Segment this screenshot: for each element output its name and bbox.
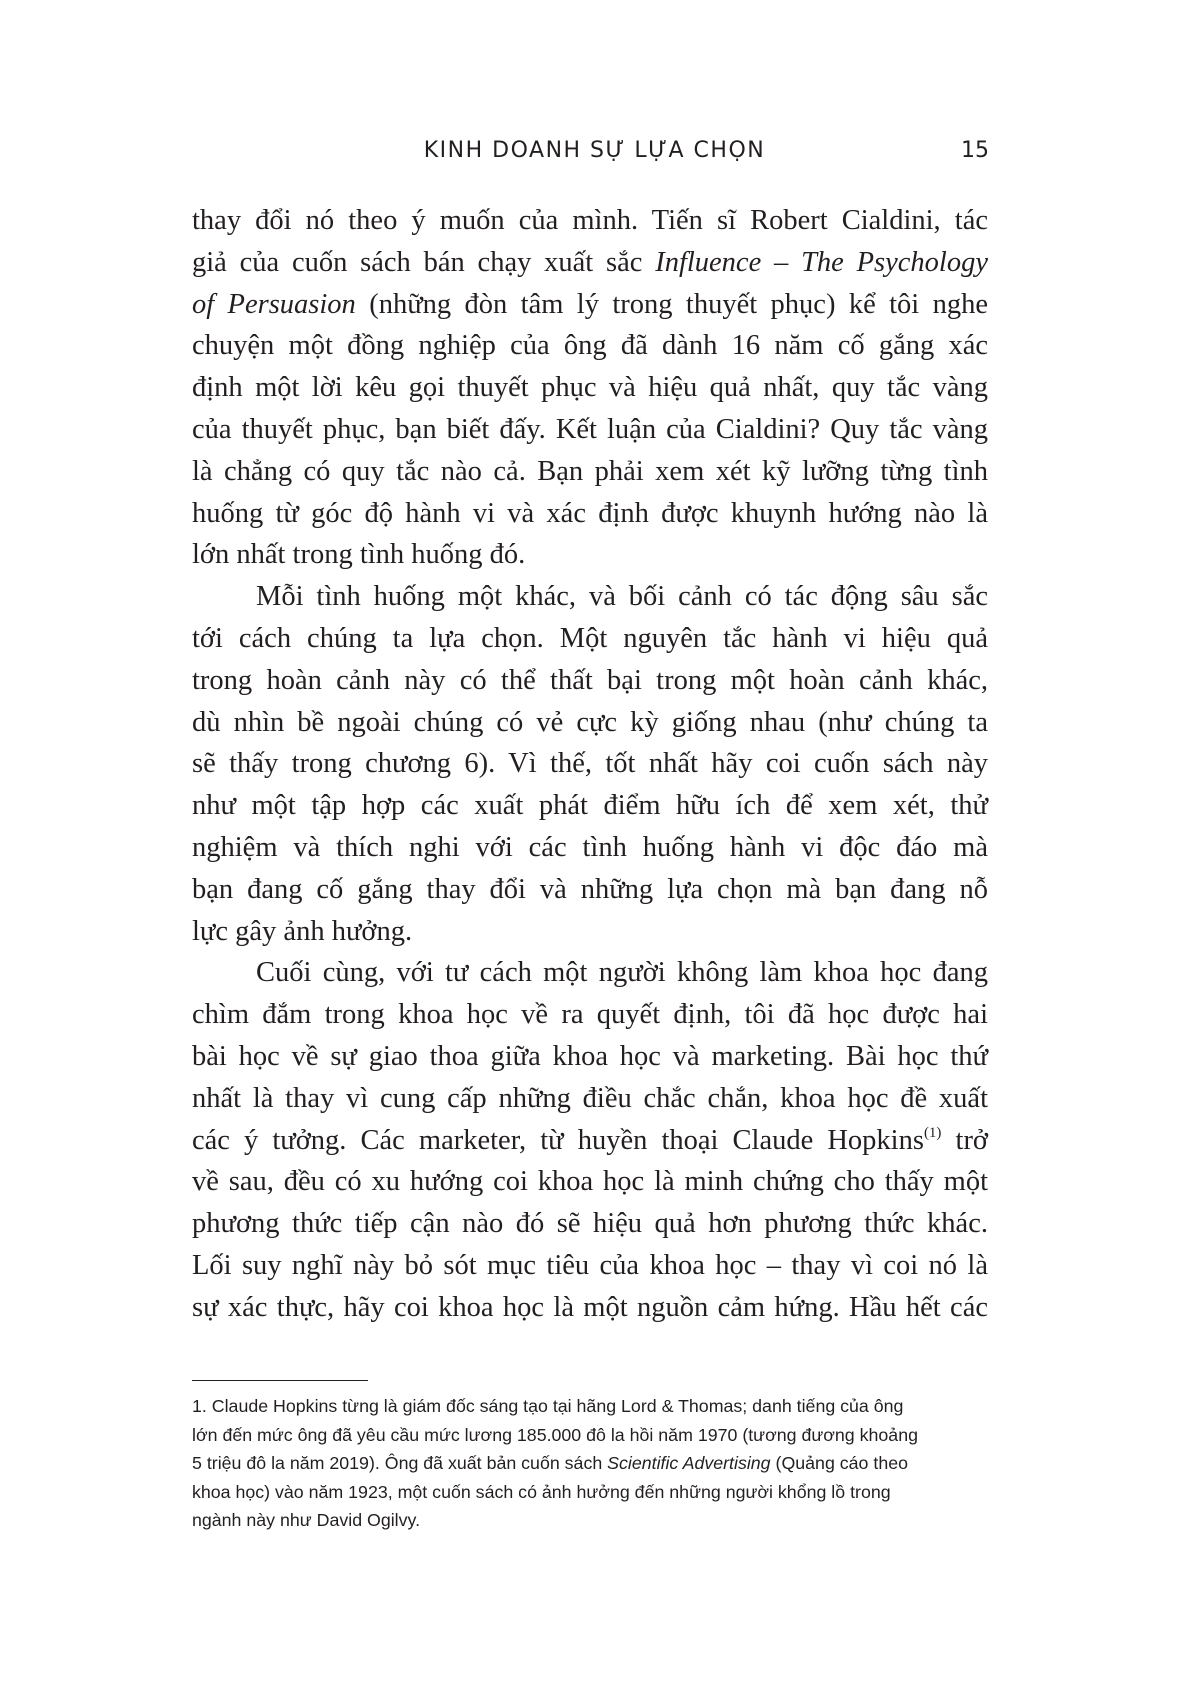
text-line: bạn đang cố gắng thay đổi và những lựa chọn mà bạn đang nỗ	[192, 873, 988, 905]
paragraph-1	[192, 200, 988, 576]
text-line	[192, 284, 988, 326]
book-title-italic: Influence – The Psychology	[655, 246, 988, 278]
text-line: lực gây ảnh hưởng.	[192, 915, 413, 947]
text-line: huống từ góc độ hành vi và xác định được khuynh hướng nào là	[192, 497, 988, 529]
text-line	[192, 242, 988, 284]
text-line: trong hoàn cảnh này có thể thất bại trong một hoàn cảnh khác,	[192, 664, 988, 696]
text-line: dù nhìn bề ngoài chúng có vẻ cực kỳ giống nhau (như chúng ta	[192, 706, 988, 738]
text-line: là chẳng có quy tắc nào cả. Bạn phải xem xét kỹ lưỡng từng tình	[192, 455, 988, 487]
running-title: KINH DOANH SỰ LỰA CHỌN	[423, 138, 766, 163]
footnote-line: ngành này như David Ogilvy.	[192, 1510, 421, 1531]
footnote-line	[192, 1449, 988, 1478]
text-line: chìm đắm trong khoa học về ra quyết định, tôi đã học được hai	[192, 999, 988, 1031]
text-segment: các ý tưởng. Các marketer, từ huyền thoại Claude Hopkins	[192, 1124, 924, 1156]
text-line: Lối suy nghĩ này bỏ sót mục tiêu của khoa học – thay vì coi nó là	[192, 1249, 988, 1281]
text-line	[192, 1120, 988, 1162]
paragraph-2	[192, 576, 988, 952]
body-text	[192, 200, 988, 1329]
text-line: thay đổi nó theo ý muốn của mình. Tiến sĩ Robert Cialdini, tác	[192, 205, 988, 236]
book-title-italic: of Persuasion	[192, 288, 356, 320]
paragraph-3	[192, 952, 988, 1328]
text-segment: trở	[941, 1124, 989, 1156]
text-line: sự xác thực, hãy coi khoa học là một nguồn cảm hứng. Hầu hết các	[192, 1291, 988, 1323]
text-line: sẽ thấy trong chương 6). Vì thế, tốt nhất hãy coi cuốn sách này	[192, 748, 988, 780]
text-line: của thuyết phục, bạn biết đấy. Kết luận của Cialdini? Quy tắc vàng	[192, 413, 988, 445]
text-line: chuyện một đồng nghiệp của ông đã dành 16 năm cố gắng xác	[192, 330, 988, 362]
text-line: nhất là thay vì cung cấp những điều chắc chắn, khoa học đề xuất	[192, 1082, 988, 1114]
text-line: phương thức tiếp cận nào đó sẽ hiệu quả hơn phương thức khác.	[192, 1208, 988, 1240]
text-line: bài học về sự giao thoa giữa khoa học và marketing. Bài học thứ	[192, 1040, 988, 1072]
text-line: nghiệm và thích nghi với các tình huống hành vi độc đáo mà	[192, 831, 988, 863]
text-segment: (Quảng cáo theo	[770, 1453, 908, 1474]
footnote-line: khoa học) vào năm 1923, một cuốn sách có ảnh hưởng đến những người khổng lồ trong	[192, 1481, 891, 1502]
text-line: Cuối cùng, với tư cách một người không làm khoa học đang	[256, 957, 988, 989]
text-line: định một lời kêu gọi thuyết phục và hiệu quả nhất, quy tắc vàng	[192, 372, 988, 404]
footnote-line: lớn đến mức ông đã yêu cầu mức lương 185.000 đô la hồi năm 1970 (tương đương khoảng	[192, 1424, 918, 1445]
page-number: 15	[961, 138, 989, 163]
footnote	[192, 1392, 988, 1535]
text-segment: (những đòn tâm lý trong thuyết phục) kể tôi nghe	[355, 288, 988, 320]
text-line: tới cách chúng ta lựa chọn. Một nguyên tắc hành vi hiệu quả	[192, 622, 988, 654]
text-line: Mỗi tình huống một khác, và bối cảnh có tác động sâu sắc	[256, 581, 988, 613]
text-line: về sau, đều có xu hướng coi khoa học là minh chứng cho thấy một	[192, 1166, 988, 1198]
text-segment: giả của cuốn sách bán chạy xuất sắc	[192, 246, 656, 278]
footnote-marker[interactable]: (1)	[923, 1124, 942, 1141]
text-line: lớn nhất trong tình huống đó.	[192, 539, 526, 571]
footnote-divider	[192, 1380, 368, 1381]
book-title-italic: Scientific Advertising	[607, 1453, 771, 1474]
footnote-line: 1. Claude Hopkins từng là giám đốc sáng tạo tại hãng Lord & Thomas; danh tiếng của ông	[192, 1396, 904, 1416]
running-head	[0, 136, 1189, 176]
text-line: như một tập hợp các xuất phát điểm hữu ích để xem xét, thử	[192, 790, 988, 822]
text-segment: 5 triệu đô la năm 2019). Ông đã xuất bản cuốn sách	[192, 1453, 608, 1474]
